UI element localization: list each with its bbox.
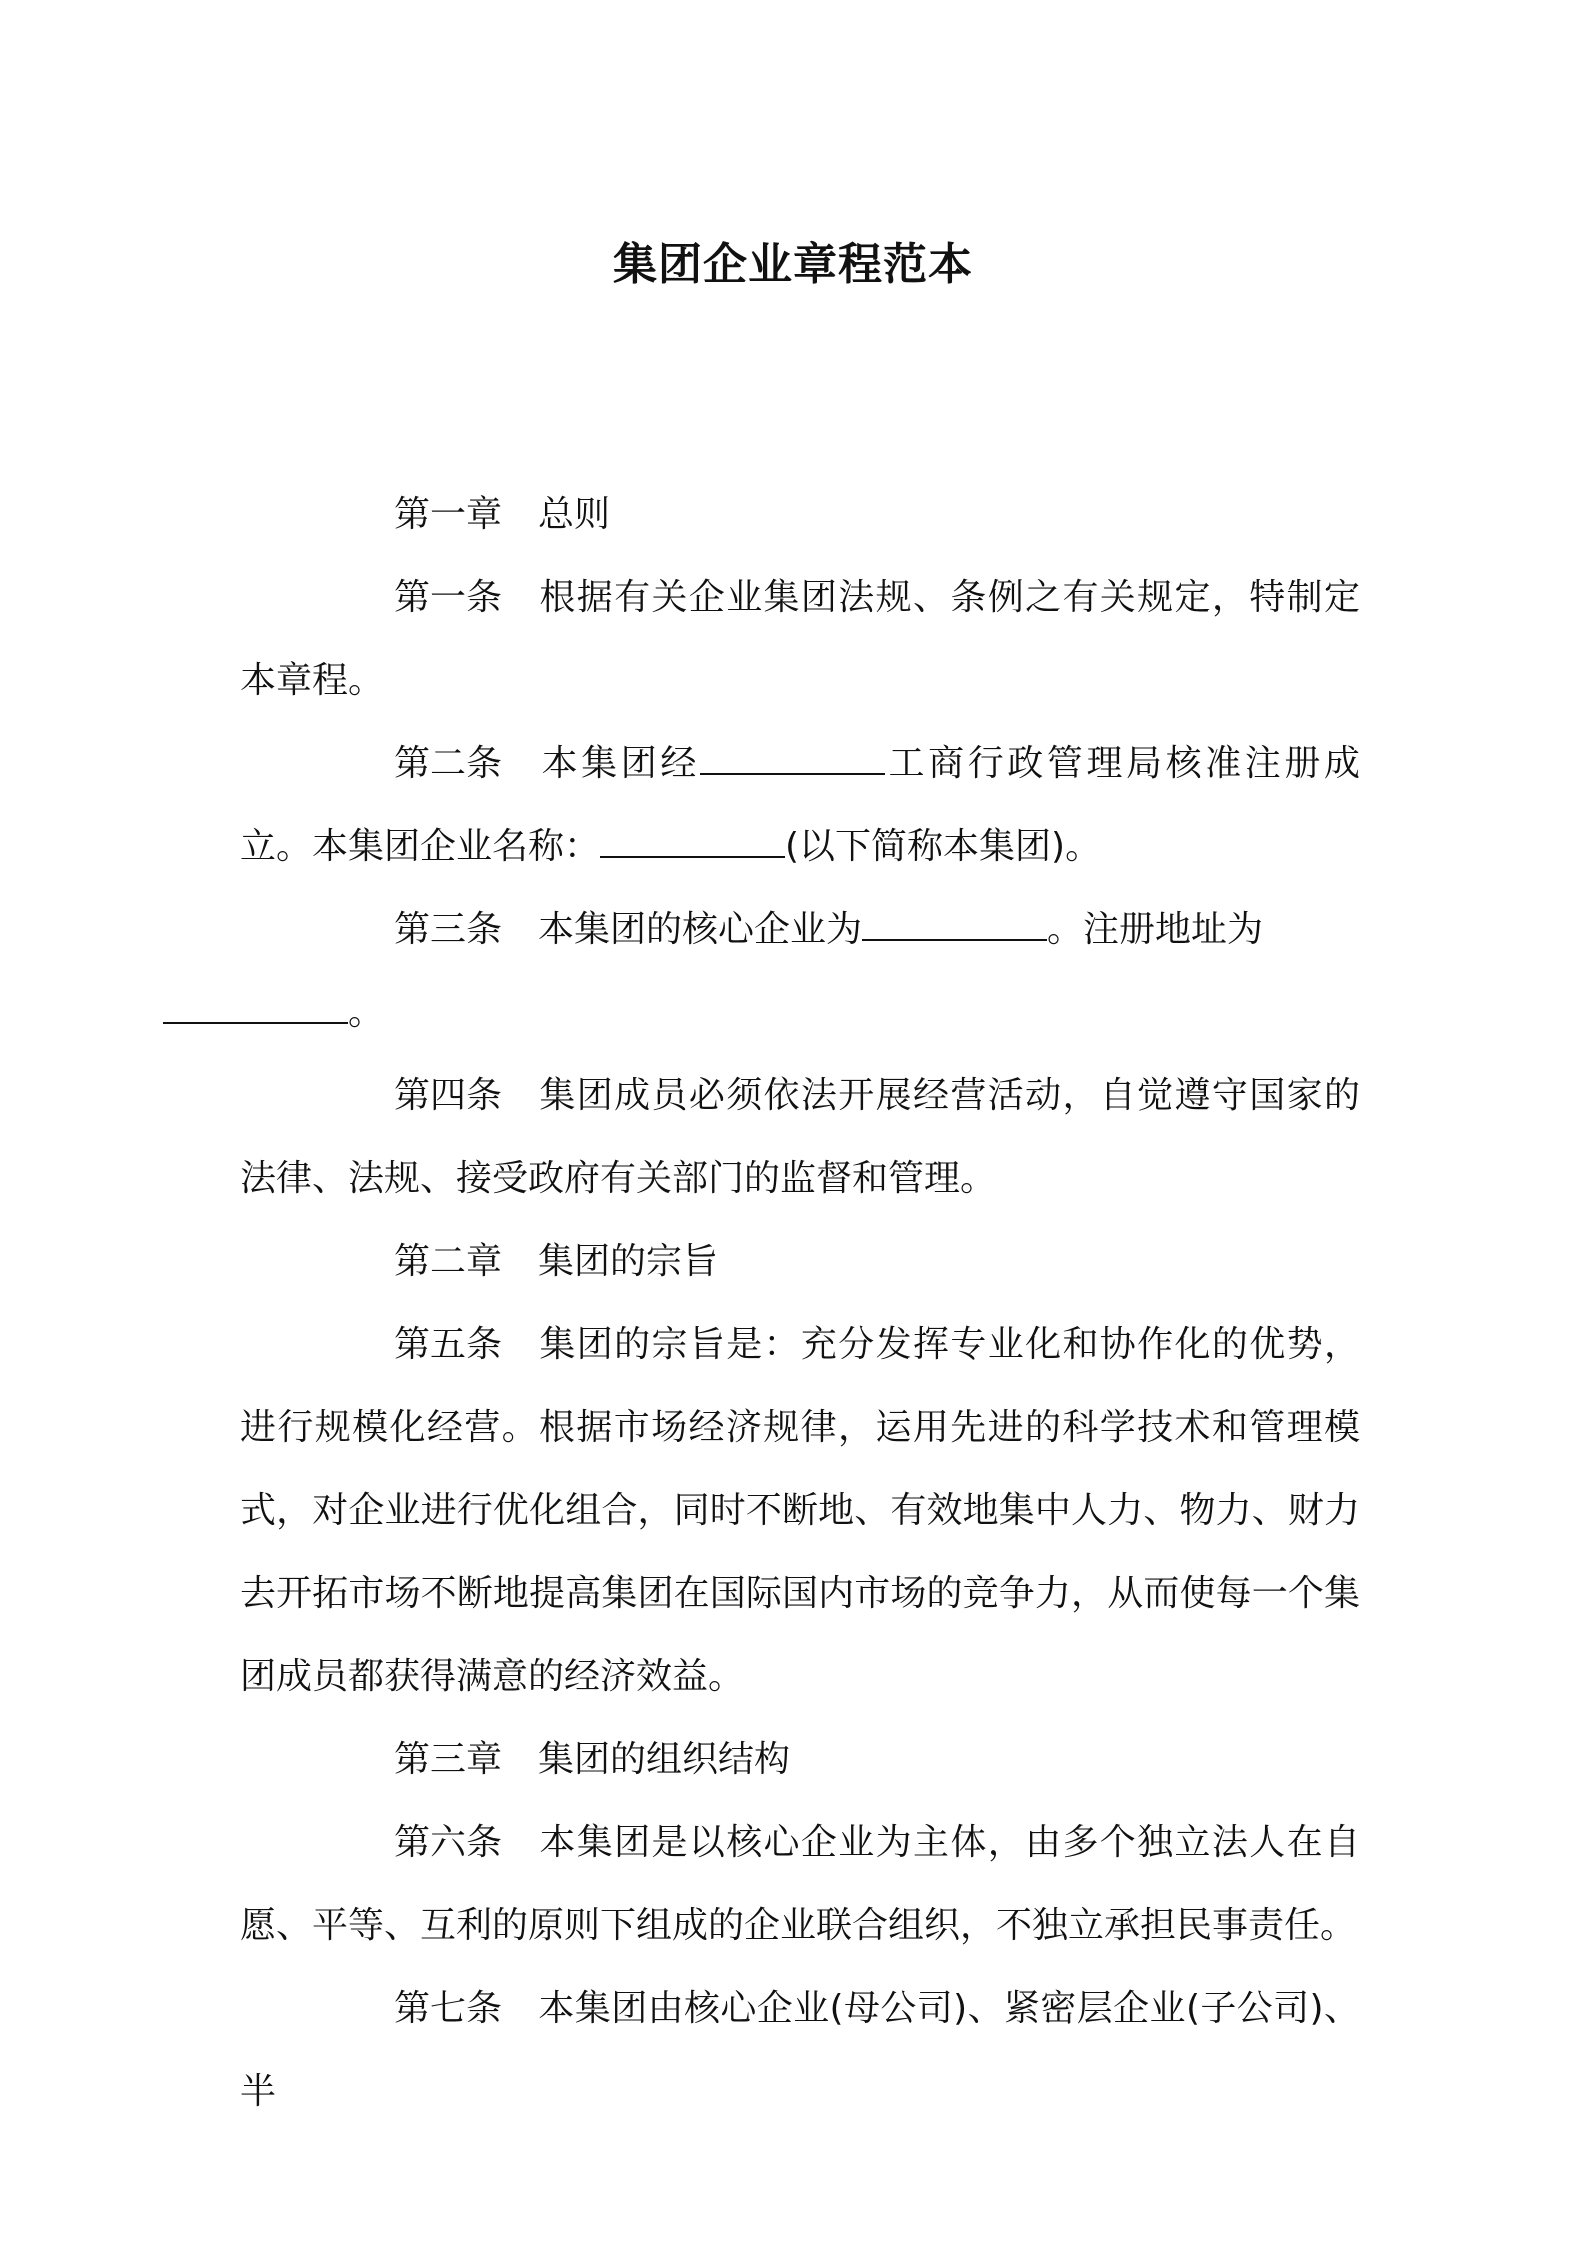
article-text: 工商行政管理局核准注册成立。本集团企业名称： xyxy=(240,743,1360,867)
fill-in-blank[interactable] xyxy=(600,855,785,858)
article-text: 根据有关企业集团法规、条例之有关规定，特制定本章程。 xyxy=(240,577,1360,701)
chapter-title: 总则 xyxy=(538,494,611,535)
document-body xyxy=(240,473,1360,2133)
article-label: 第五条 xyxy=(394,1324,503,1365)
article-paragraph xyxy=(240,1303,1360,1718)
article-paragraph xyxy=(240,888,1360,1054)
document-title: 集团企业章程范本 xyxy=(613,239,973,290)
article-text: 本集团的核心企业为 xyxy=(538,909,863,950)
article-text: 本集团由核心企业(母公司)、紧密层企业(子公司)、半 xyxy=(240,1988,1360,2112)
fill-in-blank[interactable] xyxy=(862,938,1047,941)
article-paragraph xyxy=(240,1801,1360,1967)
chapter-heading xyxy=(240,1220,1360,1303)
article-text: 本集团经 xyxy=(538,743,700,784)
article-paragraph xyxy=(240,722,1360,888)
chapter-title: 集团的组织结构 xyxy=(538,1739,791,1780)
article-label: 第一条 xyxy=(394,577,503,618)
article-paragraph xyxy=(240,1054,1360,1220)
chapter-heading xyxy=(240,1718,1360,1801)
article-text: 本集团是以核心企业为主体，由多个独立法人在自愿、平等、互利的原则下组成的企业联合组织，不独立承担民事责任。 xyxy=(240,1822,1360,1946)
chapter-label: 第一章 xyxy=(394,494,503,535)
article-text: 。注册地址为 xyxy=(1047,909,1264,950)
article-label: 第三条 xyxy=(394,909,503,950)
chapter-title: 集团的宗旨 xyxy=(538,1241,719,1282)
fill-in-blank[interactable] xyxy=(163,1021,348,1024)
article-text: 集团成员必须依法开展经营活动，自觉遵守国家的法律、法规、接受政府有关部门的监督和管理。 xyxy=(240,1075,1360,1199)
article-label: 第二条 xyxy=(394,743,503,784)
chapter-label: 第二章 xyxy=(394,1241,503,1282)
article-label: 第六条 xyxy=(394,1822,503,1863)
article-paragraph xyxy=(240,556,1360,722)
article-text: 。 xyxy=(348,992,385,1033)
article-label: 第四条 xyxy=(394,1075,503,1116)
article-text: (以下简称本集团)。 xyxy=(785,826,1102,867)
article-paragraph xyxy=(240,1967,1360,2133)
chapter-heading xyxy=(240,473,1360,556)
article-label: 第七条 xyxy=(394,1988,503,2029)
chapter-label: 第三章 xyxy=(394,1739,503,1780)
fill-in-blank[interactable] xyxy=(700,772,885,775)
article-text: 集团的宗旨是：充分发挥专业化和协作化的优势，进行规模化经营。根据市场经济规律，运用先进的科学技术和管理模式，对企业进行优化组合，同时不断地、有效地集中人力、物力、财力去开拓市场不断地提高集团在国际国内市场的竞争力，从而使每一个集团成员都获得满意的经济效益。 xyxy=(240,1324,1360,1697)
